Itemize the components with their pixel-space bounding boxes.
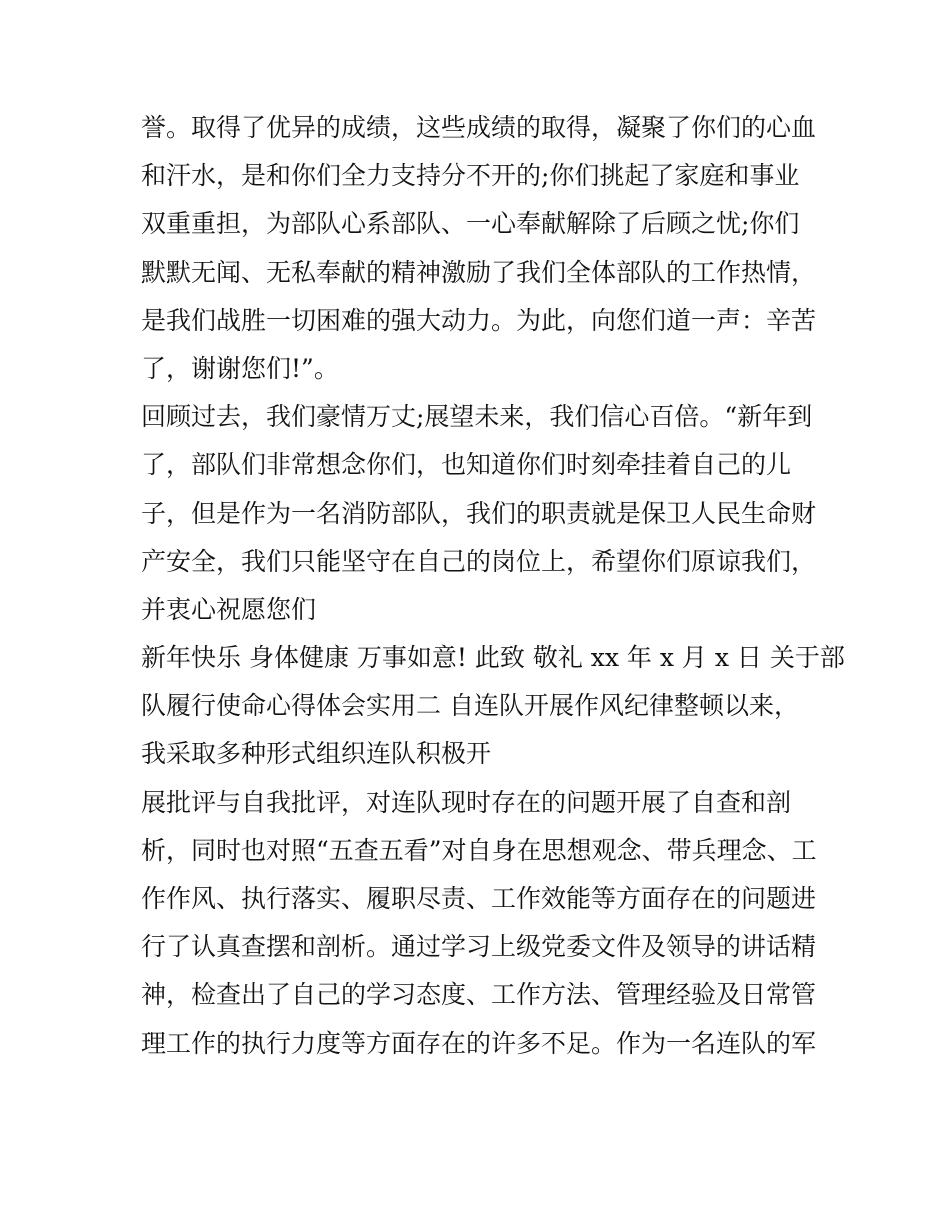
text-line: 我采取多种形式组织连队积极开 [141,739,492,769]
text-line: 默默无闻、无私奉献的精神激励了我们全体部队的工作热情， [141,257,817,287]
text-line: 队履行使命心得体会实用二 自连队开展作风纪律整顿以来， [141,691,799,721]
text-line: 展批评与自我批评，对连队现时存在的问题开展了自查和剖 [141,787,792,817]
text-line: 双重重担，为部队心系部队、一心奉献解除了后顾之忧;你们 [141,209,800,239]
text-line: 誉。取得了优异的成绩，这些成绩的取得，凝聚了你们的心血 [141,113,817,142]
text-line: 回顾过去，我们豪情万丈;展望未来，我们信心百倍。“新年到 [141,402,813,432]
text-line: 产安全，我们只能坚守在自己的岗位上，希望你们原谅我们， [141,546,817,576]
text-line: 和汗水，是和你们全力支持分不开的;你们挑起了家庭和事业 [141,161,800,191]
text-line: 了，谢谢您们!”。 [141,353,339,383]
text-line: 新年快乐 身体健康 万事如意! 此致 敬礼 xx 年 x 月 x 日 关于部 [141,643,845,673]
text-line: 神，检查出了自己的学习态度、工作方法、管理经验及日常管 [141,980,817,1010]
text-line: 行了认真查摆和剖析。通过学习上级党委文件及领导的讲话精 [141,932,817,962]
document-body [141,104,845,1068]
text-line: 是我们战胜一切困难的强大动力。为此，向您们道一声：辛苦 [141,305,817,335]
text-line: 作作风、执行落实、履职尽责、工作效能等方面存在的问题进 [141,884,817,913]
text-line: 子，但是作为一名消防部队，我们的职责就是保卫人民生命财 [141,498,817,528]
text-line: 并衷心祝愿您们 [141,594,317,624]
text-line: 析，同时也对照“五查五看”对自身在思想观念、带兵理念、工 [141,835,817,865]
text-line: 了，部队们非常想念你们，也知道你们时刻牵挂着自己的儿 [141,450,792,480]
text-line: 理工作的执行力度等方面存在的许多不足。作为一名连队的军 [141,1028,817,1058]
